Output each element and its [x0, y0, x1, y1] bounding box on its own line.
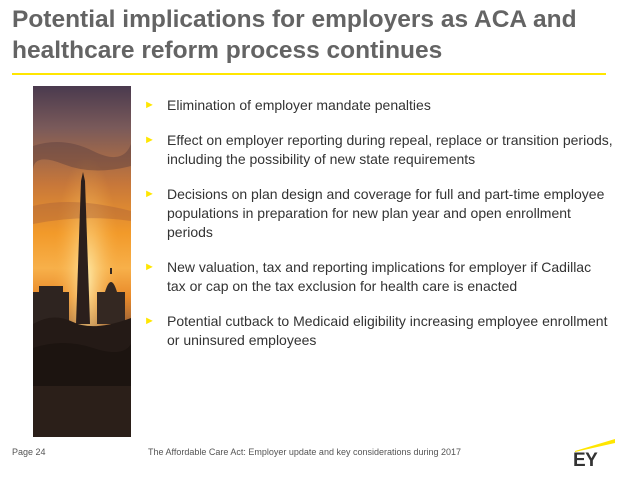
ey-logo [573, 438, 617, 470]
list-item-text: Elimination of employer mandate penalties [167, 97, 431, 113]
list-item [143, 96, 613, 115]
list-item-text: New valuation, tax and reporting implications for employer if Cadillac tax or cap on the tax exclusion for health care is enacted [167, 259, 592, 294]
bullet-arrow-icon: ► [144, 99, 155, 111]
bullet-arrow-icon: ► [144, 315, 155, 327]
list-item [143, 131, 613, 169]
list-item [143, 312, 613, 350]
list-item-text: Effect on employer reporting during repeal, replace or transition periods, including the possibility of new state requirements [167, 132, 613, 167]
slide-title: Potential implications for employers as ACA and healthcare reform process continues [12, 6, 577, 64]
bullet-arrow-icon: ► [144, 261, 155, 273]
logo-text: EY [573, 450, 598, 471]
list-item [143, 185, 613, 242]
list-item-text: Potential cutback to Medicaid eligibility increasing employee enrollment or uninsured employees [167, 313, 608, 348]
implications-list [143, 96, 613, 366]
title-divider [12, 73, 606, 75]
bullet-arrow-icon: ► [144, 134, 155, 146]
bullet-arrow-icon: ► [144, 188, 155, 200]
list-item [143, 258, 613, 296]
list-item-text: Decisions on plan design and coverage for full and part-time employee populations in preparation for new plan year and open enrollment periods [167, 186, 605, 240]
footer-caption: The Affordable Care Act: Employer update and key considerations during 2017 [148, 447, 462, 457]
page-number: Page 24 [12, 447, 46, 457]
washington-skyline-photo [33, 86, 131, 437]
